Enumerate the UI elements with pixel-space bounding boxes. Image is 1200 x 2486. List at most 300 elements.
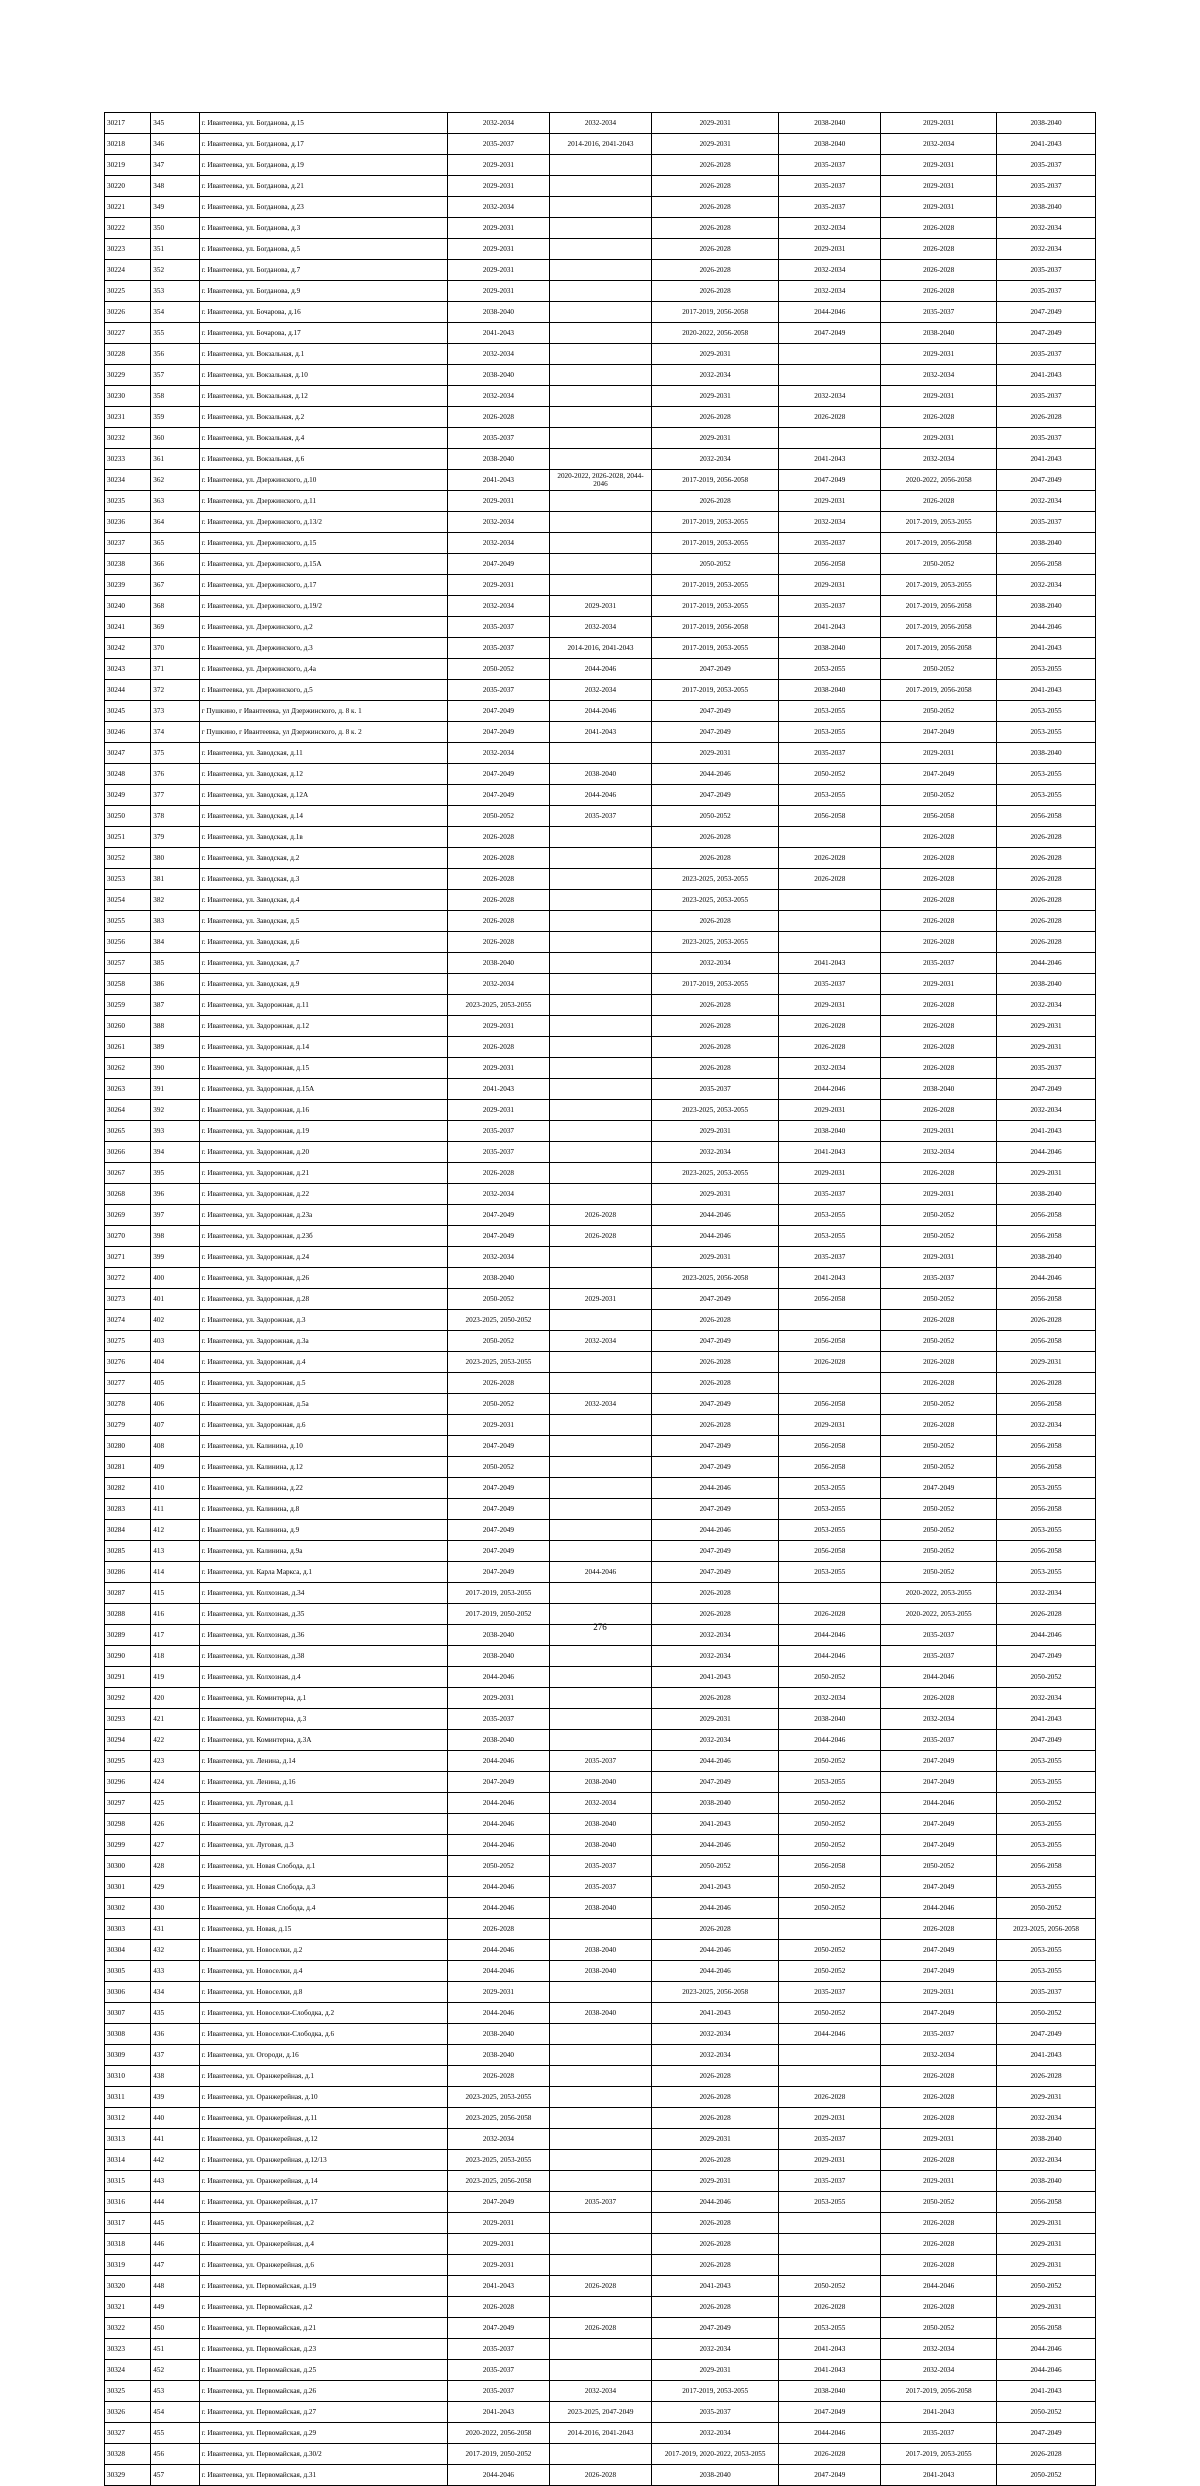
address-cell: г. Ивантеевка, ул. Калинина, д.10 — [199, 1436, 447, 1457]
period-cell-2 — [549, 1688, 651, 1709]
index-cell: 375 — [151, 743, 199, 764]
index-cell: 350 — [151, 218, 199, 239]
table-row — [105, 449, 1096, 470]
period-cell-5: 2029-2031 — [881, 2129, 997, 2150]
index-cell: 371 — [151, 659, 199, 680]
address-cell: г. Ивантеевка, ул. Задорожная, д.3а — [199, 1331, 447, 1352]
period-cell-1: 2044-2046 — [447, 1667, 549, 1688]
row-id-cell: 30306 — [105, 1982, 151, 2003]
period-cell-5: 2047-2049 — [881, 1835, 997, 1856]
period-cell-6: 2032-2034 — [997, 491, 1096, 512]
index-cell: 413 — [151, 1541, 199, 1562]
index-cell: 422 — [151, 1730, 199, 1751]
period-cell-6: 2053-2055 — [997, 1772, 1096, 1793]
period-cell-4: 2056-2058 — [779, 1394, 881, 1415]
period-cell-5: 2035-2037 — [881, 2024, 997, 2045]
period-cell-6: 2053-2055 — [997, 722, 1096, 743]
period-cell-1: 2029-2031 — [447, 155, 549, 176]
table-row — [105, 2150, 1096, 2171]
period-cell-5: 2032-2034 — [881, 2360, 997, 2381]
period-cell-4: 2044-2046 — [779, 1079, 881, 1100]
period-cell-6: 2056-2058 — [997, 1499, 1096, 1520]
address-cell: г. Ивантеевка, ул. Дзержинского, д.15 — [199, 533, 447, 554]
address-cell: г. Ивантеевка, ул. Коминтерна, д.3А — [199, 1730, 447, 1751]
table-row — [105, 1982, 1096, 2003]
row-id-cell: 30296 — [105, 1772, 151, 1793]
table-row — [105, 1289, 1096, 1310]
table-row — [105, 1205, 1096, 1226]
period-cell-6: 2029-2031 — [997, 2213, 1096, 2234]
address-cell: г. Ивантеевка, ул. Ленина, д.16 — [199, 1772, 447, 1793]
period-cell-6: 2038-2040 — [997, 197, 1096, 218]
index-cell: 363 — [151, 491, 199, 512]
period-cell-3: 2032-2034 — [652, 2423, 779, 2444]
row-id-cell: 30244 — [105, 680, 151, 701]
index-cell: 389 — [151, 1037, 199, 1058]
period-cell-5: 2020-2022, 2056-2058 — [881, 470, 997, 491]
address-cell: г. Ивантеевка, ул. Оранжерейная, д.6 — [199, 2255, 447, 2276]
period-cell-6: 2047-2049 — [997, 302, 1096, 323]
row-id-cell: 30238 — [105, 554, 151, 575]
period-cell-3: 2038-2040 — [652, 2465, 779, 2486]
period-cell-5: 2017-2019, 2056-2058 — [881, 596, 997, 617]
row-id-cell: 30219 — [105, 155, 151, 176]
period-cell-3: 2035-2037 — [652, 1079, 779, 1100]
index-cell: 419 — [151, 1667, 199, 1688]
period-cell-1: 2038-2040 — [447, 1625, 549, 1646]
row-id-cell: 30232 — [105, 428, 151, 449]
index-cell: 393 — [151, 1121, 199, 1142]
period-cell-6: 2053-2055 — [997, 659, 1096, 680]
period-cell-4: 2047-2049 — [779, 2465, 881, 2486]
row-id-cell: 30233 — [105, 449, 151, 470]
period-cell-5: 2029-2031 — [881, 1982, 997, 2003]
period-cell-6: 2056-2058 — [997, 2318, 1096, 2339]
index-cell: 408 — [151, 1436, 199, 1457]
address-cell: г. Ивантеевка, ул. Вокзальная, д.4 — [199, 428, 447, 449]
period-cell-1: 2029-2031 — [447, 1415, 549, 1436]
table-row — [105, 2213, 1096, 2234]
period-cell-6: 2026-2028 — [997, 407, 1096, 428]
row-id-cell: 30315 — [105, 2171, 151, 2192]
address-cell: г. Ивантеевка, ул. Задорожная, д.23б — [199, 1226, 447, 1247]
period-cell-1: 2035-2037 — [447, 1709, 549, 1730]
period-cell-5: 2047-2049 — [881, 764, 997, 785]
row-id-cell: 30319 — [105, 2255, 151, 2276]
period-cell-4: 2032-2034 — [779, 386, 881, 407]
period-cell-1: 2017-2019, 2050-2052 — [447, 1604, 549, 1625]
period-cell-4: 2029-2031 — [779, 239, 881, 260]
period-cell-1: 2044-2046 — [447, 2003, 549, 2024]
period-cell-1: 2029-2031 — [447, 1982, 549, 2003]
period-cell-6: 2050-2052 — [997, 2276, 1096, 2297]
period-cell-4: 2050-2052 — [779, 764, 881, 785]
period-cell-5: 2035-2037 — [881, 1646, 997, 1667]
period-cell-4: 2026-2028 — [779, 1604, 881, 1625]
address-cell: г. Ивантеевка, ул. Первомайская, д.31 — [199, 2465, 447, 2486]
period-cell-1: 2047-2049 — [447, 1772, 549, 1793]
index-cell: 415 — [151, 1583, 199, 1604]
period-cell-6: 2056-2058 — [997, 1394, 1096, 1415]
period-cell-2 — [549, 1016, 651, 1037]
period-cell-4: 2053-2055 — [779, 659, 881, 680]
period-cell-5: 2026-2028 — [881, 2066, 997, 2087]
table-row — [105, 2276, 1096, 2297]
row-id-cell: 30248 — [105, 764, 151, 785]
period-cell-2 — [549, 2360, 651, 2381]
period-cell-4: 2050-2052 — [779, 1751, 881, 1772]
period-cell-3: 2041-2043 — [652, 2276, 779, 2297]
period-cell-1: 2050-2052 — [447, 1856, 549, 1877]
period-cell-6: 2053-2055 — [997, 1835, 1096, 1856]
period-cell-3: 2032-2034 — [652, 1142, 779, 1163]
period-cell-3: 2026-2028 — [652, 491, 779, 512]
period-cell-2 — [549, 344, 651, 365]
period-cell-6: 2047-2049 — [997, 1646, 1096, 1667]
period-cell-1: 2035-2037 — [447, 134, 549, 155]
period-cell-3: 2029-2031 — [652, 1121, 779, 1142]
period-cell-3: 2017-2019, 2053-2055 — [652, 974, 779, 995]
period-cell-3: 2047-2049 — [652, 1289, 779, 1310]
period-cell-1: 2044-2046 — [447, 1877, 549, 1898]
period-cell-3: 2047-2049 — [652, 1436, 779, 1457]
period-cell-4 — [779, 890, 881, 911]
period-cell-1: 2035-2037 — [447, 680, 549, 701]
table-row — [105, 281, 1096, 302]
table-row — [105, 953, 1096, 974]
period-cell-2 — [549, 743, 651, 764]
period-cell-4: 2029-2031 — [779, 2150, 881, 2171]
period-cell-2: 2032-2034 — [549, 1394, 651, 1415]
row-id-cell: 30323 — [105, 2339, 151, 2360]
table-row — [105, 743, 1096, 764]
period-cell-5: 2047-2049 — [881, 2003, 997, 2024]
row-id-cell: 30236 — [105, 512, 151, 533]
table-row — [105, 428, 1096, 449]
period-cell-4: 2026-2028 — [779, 2297, 881, 2318]
period-cell-4: 2050-2052 — [779, 1961, 881, 1982]
table-row — [105, 2024, 1096, 2045]
period-cell-3: 2044-2046 — [652, 764, 779, 785]
period-cell-5: 2050-2052 — [881, 659, 997, 680]
period-cell-4: 2038-2040 — [779, 680, 881, 701]
index-cell: 351 — [151, 239, 199, 260]
table-row — [105, 806, 1096, 827]
period-cell-2 — [549, 1142, 651, 1163]
row-id-cell: 30245 — [105, 701, 151, 722]
period-cell-4: 2026-2028 — [779, 1016, 881, 1037]
period-cell-2 — [549, 1499, 651, 1520]
address-cell: г. Ивантеевка, ул. Новая Слобода, д.4 — [199, 1898, 447, 1919]
period-cell-6: 2041-2043 — [997, 365, 1096, 386]
period-cell-5: 2026-2028 — [881, 911, 997, 932]
period-cell-4 — [779, 2213, 881, 2234]
period-cell-4: 2035-2037 — [779, 743, 881, 764]
address-cell: г. Ивантеевка, ул. Карла Маркса, д.1 — [199, 1562, 447, 1583]
period-cell-6: 2023-2025, 2056-2058 — [997, 1919, 1096, 1940]
row-id-cell: 30301 — [105, 1877, 151, 1898]
table-row — [105, 2423, 1096, 2444]
period-cell-1: 2026-2028 — [447, 932, 549, 953]
table-row — [105, 680, 1096, 701]
index-cell: 391 — [151, 1079, 199, 1100]
period-cell-4: 2041-2043 — [779, 2339, 881, 2360]
period-cell-2: 2035-2037 — [549, 1751, 651, 1772]
period-cell-2: 2029-2031 — [549, 1289, 651, 1310]
row-id-cell: 30224 — [105, 260, 151, 281]
period-cell-5: 2029-2031 — [881, 176, 997, 197]
index-cell: 345 — [151, 113, 199, 134]
address-cell: г. Ивантеевка, ул. Новоселки, д.4 — [199, 1961, 447, 1982]
index-cell: 400 — [151, 1268, 199, 1289]
period-cell-4: 2029-2031 — [779, 491, 881, 512]
row-id-cell: 30260 — [105, 1016, 151, 1037]
index-cell: 367 — [151, 575, 199, 596]
index-cell: 401 — [151, 1289, 199, 1310]
period-cell-1: 2023-2025, 2053-2055 — [447, 1352, 549, 1373]
index-cell: 358 — [151, 386, 199, 407]
period-cell-6: 2053-2055 — [997, 785, 1096, 806]
period-cell-4 — [779, 344, 881, 365]
index-cell: 376 — [151, 764, 199, 785]
period-cell-3: 2029-2031 — [652, 2129, 779, 2150]
index-cell: 346 — [151, 134, 199, 155]
period-cell-6: 2047-2049 — [997, 470, 1096, 491]
period-cell-5: 2029-2031 — [881, 386, 997, 407]
period-cell-1: 2035-2037 — [447, 2339, 549, 2360]
index-cell: 423 — [151, 1751, 199, 1772]
table-row — [105, 1478, 1096, 1499]
period-cell-6: 2041-2043 — [997, 2381, 1096, 2402]
row-id-cell: 30275 — [105, 1331, 151, 1352]
period-cell-2: 2044-2046 — [549, 659, 651, 680]
index-cell: 383 — [151, 911, 199, 932]
period-cell-6: 2056-2058 — [997, 1436, 1096, 1457]
period-cell-6: 2041-2043 — [997, 1121, 1096, 1142]
period-cell-6: 2035-2037 — [997, 155, 1096, 176]
period-cell-5: 2044-2046 — [881, 1898, 997, 1919]
period-cell-2 — [549, 890, 651, 911]
address-cell: г. Ивантеевка, ул. Богданова, д.21 — [199, 176, 447, 197]
address-cell: г. Ивантеевка, ул. Дзержинского, д.11 — [199, 491, 447, 512]
period-cell-2 — [549, 1121, 651, 1142]
period-cell-4: 2035-2037 — [779, 1247, 881, 1268]
table-row — [105, 1079, 1096, 1100]
index-cell: 445 — [151, 2213, 199, 2234]
index-cell: 411 — [151, 1499, 199, 1520]
period-cell-4: 2044-2046 — [779, 2423, 881, 2444]
period-cell-5: 2029-2031 — [881, 197, 997, 218]
period-cell-3: 2017-2019, 2056-2058 — [652, 470, 779, 491]
period-cell-3: 2017-2019, 2056-2058 — [652, 302, 779, 323]
row-id-cell: 30246 — [105, 722, 151, 743]
period-cell-6: 2041-2043 — [997, 638, 1096, 659]
period-cell-5: 2050-2052 — [881, 1856, 997, 1877]
period-cell-1: 2044-2046 — [447, 1793, 549, 1814]
address-cell: г. Ивантеевка, ул. Оранжерейная, д.12/13 — [199, 2150, 447, 2171]
address-cell: г. Ивантеевка, ул. Новоселки, д.8 — [199, 1982, 447, 2003]
period-cell-1: 2038-2040 — [447, 2024, 549, 2045]
period-cell-1: 2047-2049 — [447, 1499, 549, 1520]
period-cell-1: 2035-2037 — [447, 1142, 549, 1163]
index-cell: 377 — [151, 785, 199, 806]
address-cell: г. Ивантеевка, ул. Дзержинского, д.3 — [199, 638, 447, 659]
row-id-cell: 30288 — [105, 1604, 151, 1625]
period-cell-1: 2029-2031 — [447, 575, 549, 596]
period-cell-3: 2047-2049 — [652, 785, 779, 806]
row-id-cell: 30255 — [105, 911, 151, 932]
index-cell: 450 — [151, 2318, 199, 2339]
table-row — [105, 386, 1096, 407]
period-cell-6: 2029-2031 — [997, 2255, 1096, 2276]
period-cell-4: 2050-2052 — [779, 1793, 881, 1814]
period-cell-6: 2035-2037 — [997, 260, 1096, 281]
period-cell-5: 2047-2049 — [881, 1772, 997, 1793]
row-id-cell: 30256 — [105, 932, 151, 953]
period-cell-2: 2035-2037 — [549, 2192, 651, 2213]
period-cell-4: 2050-2052 — [779, 2003, 881, 2024]
index-cell: 368 — [151, 596, 199, 617]
row-id-cell: 30265 — [105, 1121, 151, 1142]
period-cell-2 — [549, 932, 651, 953]
index-cell: 388 — [151, 1016, 199, 1037]
period-cell-5: 2026-2028 — [881, 239, 997, 260]
period-cell-5: 2050-2052 — [881, 701, 997, 722]
period-cell-6: 2038-2040 — [997, 533, 1096, 554]
period-cell-1: 2026-2028 — [447, 827, 549, 848]
period-cell-3: 2047-2049 — [652, 1772, 779, 1793]
period-cell-4: 2038-2040 — [779, 113, 881, 134]
period-cell-5: 2026-2028 — [881, 1100, 997, 1121]
period-cell-2: 2038-2040 — [549, 1835, 651, 1856]
period-cell-6: 2053-2055 — [997, 701, 1096, 722]
index-cell: 385 — [151, 953, 199, 974]
index-cell: 424 — [151, 1772, 199, 1793]
table-row — [105, 911, 1096, 932]
period-cell-4: 2041-2043 — [779, 617, 881, 638]
table-row — [105, 1835, 1096, 1856]
period-cell-1: 2017-2019, 2053-2055 — [447, 1583, 549, 1604]
index-cell: 421 — [151, 1709, 199, 1730]
address-cell: г. Ивантеевка, ул. Богданова, д.5 — [199, 239, 447, 260]
address-cell: г. Ивантеевка, ул. Заводская, д.6 — [199, 932, 447, 953]
period-cell-1: 2026-2028 — [447, 1373, 549, 1394]
period-cell-1: 2023-2025, 2053-2055 — [447, 2087, 549, 2108]
row-id-cell: 30322 — [105, 2318, 151, 2339]
address-cell: г. Ивантеевка, ул. Новая Слобода, д.3 — [199, 1877, 447, 1898]
period-cell-6: 2038-2040 — [997, 974, 1096, 995]
period-cell-6: 2056-2058 — [997, 1226, 1096, 1247]
index-cell: 398 — [151, 1226, 199, 1247]
period-cell-5: 2047-2049 — [881, 1478, 997, 1499]
period-cell-2 — [549, 2339, 651, 2360]
index-cell: 392 — [151, 1100, 199, 1121]
index-cell: 362 — [151, 470, 199, 491]
period-cell-6: 2032-2034 — [997, 1100, 1096, 1121]
period-cell-3: 2032-2034 — [652, 2339, 779, 2360]
period-cell-5: 2017-2019, 2056-2058 — [881, 533, 997, 554]
period-cell-2 — [549, 155, 651, 176]
period-cell-1: 2026-2028 — [447, 2297, 549, 2318]
period-cell-1: 2047-2049 — [447, 1205, 549, 1226]
row-id-cell: 30267 — [105, 1163, 151, 1184]
period-cell-1: 2044-2046 — [447, 1961, 549, 1982]
period-cell-4 — [779, 365, 881, 386]
period-cell-1: 2047-2049 — [447, 701, 549, 722]
index-cell: 355 — [151, 323, 199, 344]
period-cell-1: 2047-2049 — [447, 1541, 549, 1562]
period-cell-1: 2026-2028 — [447, 1163, 549, 1184]
period-cell-1: 2035-2037 — [447, 638, 549, 659]
period-cell-1: 2047-2049 — [447, 1226, 549, 1247]
table-row — [105, 155, 1096, 176]
table-row — [105, 1457, 1096, 1478]
row-id-cell: 30272 — [105, 1268, 151, 1289]
row-id-cell: 30276 — [105, 1352, 151, 1373]
period-cell-1: 2047-2049 — [447, 764, 549, 785]
period-cell-4: 2053-2055 — [779, 785, 881, 806]
period-cell-6: 2047-2049 — [997, 2024, 1096, 2045]
period-cell-4: 2026-2028 — [779, 1352, 881, 1373]
address-cell: г. Ивантеевка, ул. Коминтерна, д.1 — [199, 1688, 447, 1709]
period-cell-4: 2053-2055 — [779, 1772, 881, 1793]
address-cell: г. Ивантеевка, ул. Задорожная, д.19 — [199, 1121, 447, 1142]
period-cell-2 — [549, 365, 651, 386]
row-id-cell: 30217 — [105, 113, 151, 134]
period-cell-1: 2047-2049 — [447, 1562, 549, 1583]
index-cell: 386 — [151, 974, 199, 995]
period-cell-1: 2023-2025, 2056-2058 — [447, 2171, 549, 2192]
table-row — [105, 596, 1096, 617]
period-cell-6: 2026-2028 — [997, 2444, 1096, 2465]
period-cell-5: 2041-2043 — [881, 2402, 997, 2423]
period-cell-5: 2026-2028 — [881, 218, 997, 239]
table-row — [105, 1394, 1096, 1415]
period-cell-6: 2038-2040 — [997, 2129, 1096, 2150]
row-id-cell: 30263 — [105, 1079, 151, 1100]
period-cell-5: 2047-2049 — [881, 1814, 997, 1835]
period-cell-4: 2032-2034 — [779, 218, 881, 239]
address-cell: г. Ивантеевка, ул. Калинина, д.12 — [199, 1457, 447, 1478]
period-cell-4: 2056-2058 — [779, 1436, 881, 1457]
period-cell-3: 2026-2028 — [652, 1373, 779, 1394]
address-cell: г. Ивантеевка, ул. Оранжерейная, д.12 — [199, 2129, 447, 2150]
period-cell-6: 2056-2058 — [997, 1205, 1096, 1226]
table-row — [105, 2255, 1096, 2276]
table-row — [105, 869, 1096, 890]
period-cell-4: 2044-2046 — [779, 2024, 881, 2045]
period-cell-1: 2047-2049 — [447, 1436, 549, 1457]
table-row — [105, 344, 1096, 365]
period-cell-6: 2035-2037 — [997, 1982, 1096, 2003]
row-id-cell: 30326 — [105, 2402, 151, 2423]
table-row — [105, 1121, 1096, 1142]
period-cell-2 — [549, 869, 651, 890]
index-cell: 380 — [151, 848, 199, 869]
row-id-cell: 30287 — [105, 1583, 151, 1604]
period-cell-4: 2053-2055 — [779, 1478, 881, 1499]
address-cell: г Пушкино, г Ивантеевка, ул Дзержинского, д. 8 к. 1 — [199, 701, 447, 722]
period-cell-3: 2032-2034 — [652, 365, 779, 386]
period-cell-1: 2044-2046 — [447, 1835, 549, 1856]
period-cell-4: 2041-2043 — [779, 953, 881, 974]
period-cell-6: 2026-2028 — [997, 1310, 1096, 1331]
period-cell-5: 2047-2049 — [881, 1961, 997, 1982]
period-cell-3: 2047-2049 — [652, 2318, 779, 2339]
table-row — [105, 2045, 1096, 2066]
row-id-cell: 30262 — [105, 1058, 151, 1079]
period-cell-5: 2029-2031 — [881, 113, 997, 134]
